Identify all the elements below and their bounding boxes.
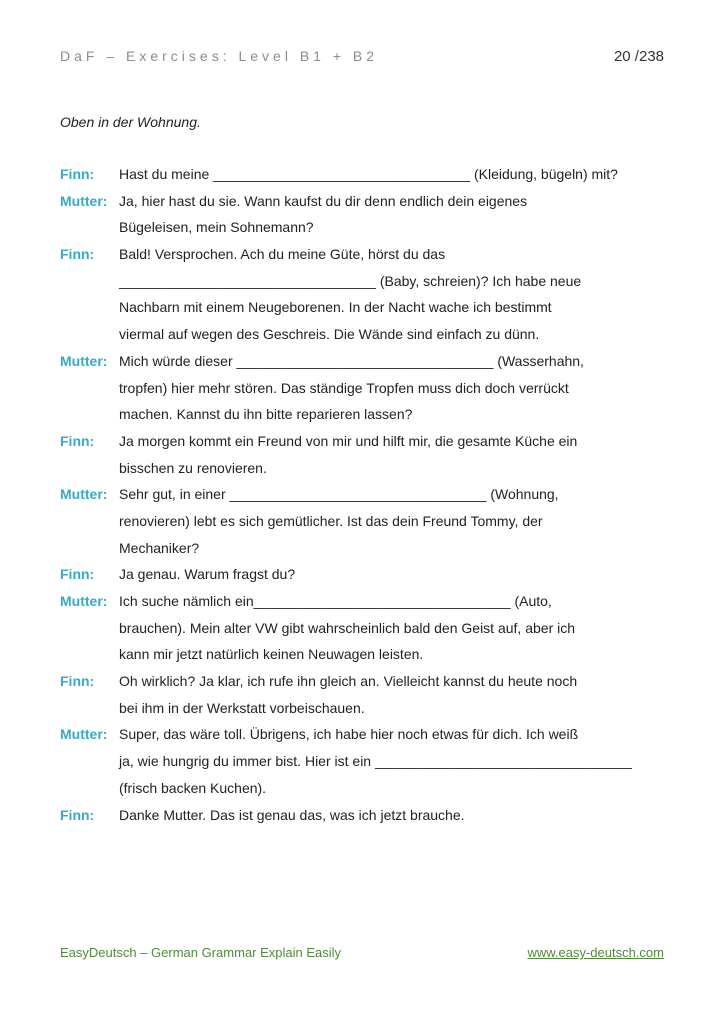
speaker-label: Finn:	[60, 166, 95, 182]
dialogue-text	[119, 348, 670, 428]
dialogue-text	[119, 561, 670, 588]
speaker-label: Mutter:	[60, 192, 108, 209]
dialogue-line: Super, das wäre toll. Übrigens, ich habe hier noch etwas für dich. Ich weiß	[119, 726, 579, 743]
section-title: Oben in der Wohnung.	[60, 114, 201, 130]
dialogue-line: bei ihm in der Werkstatt vorbeischauen.	[119, 699, 365, 716]
dialogue-text	[119, 481, 670, 561]
dialogue-text	[119, 161, 670, 188]
footer-brand: EasyDeutsch – German Grammar Explain Easily	[60, 945, 342, 960]
dialogue	[60, 161, 670, 828]
dialogue-line: brauchen). Mein alter VW gibt wahrscheinlich bald den Geist auf, aber ich	[119, 619, 576, 636]
dialogue-entry	[60, 428, 670, 481]
dialogue-line: _________________________________ (Baby, schreien)? Ich habe neue	[119, 272, 582, 289]
dialogue-entry	[60, 481, 670, 561]
dialogue-entry	[60, 668, 670, 721]
dialogue-text	[119, 428, 670, 481]
dialogue-entry	[60, 348, 670, 428]
dialogue-entry	[60, 188, 670, 241]
speaker-label: Mutter:	[60, 352, 108, 369]
dialogue-line: Mich würde dieser _________________________________ (Wasserhahn,	[119, 352, 584, 369]
dialogue-entry	[60, 802, 670, 829]
dialogue-text	[119, 721, 670, 801]
dialogue-line: Hast du meine _________________________________ (Kleidung, bügeln) mit?	[119, 166, 618, 182]
dialogue-line: tropfen) hier mehr stören. Das ständige Tropfen muss dich doch verrückt	[119, 379, 569, 396]
page-header	[60, 48, 664, 70]
header-title: DaF – Exercises: Level B1 + B2	[60, 48, 379, 64]
dialogue-line: ja, wie hungrig du immer bist. Hier ist ein _________________________________	[119, 753, 632, 770]
speaker-label: Mutter:	[60, 726, 108, 743]
dialogue-line: (frisch backen Kuchen).	[119, 779, 267, 796]
speaker-label: Mutter:	[60, 593, 108, 610]
dialogue-line: Danke Mutter. Das ist genau das, was ich jetzt brauche.	[119, 806, 465, 823]
dialogue-line: Nachbarn mit einem Neugeborenen. In der Nacht wache ich bestimmt	[119, 299, 552, 316]
speaker-label: Finn:	[60, 673, 95, 690]
dialogue-text	[119, 588, 670, 668]
speaker-label: Finn:	[60, 246, 95, 263]
dialogue-line: viermal auf wegen des Geschreis. Die Wände sind einfach zu dünn.	[119, 326, 540, 343]
dialogue-line: Ja, hier hast du sie. Wann kaufst du dir denn endlich dein eigenes	[119, 192, 528, 209]
dialogue-line: kann mir jetzt natürlich keinen Neuwagen leisten.	[119, 646, 424, 663]
speaker-label: Finn:	[60, 432, 95, 449]
speaker-label: Finn:	[60, 806, 95, 823]
dialogue-text	[119, 188, 670, 241]
dialogue-entry	[60, 588, 670, 668]
dialogue-line: Sehr gut, in einer _________________________________ (Wohnung,	[119, 486, 559, 503]
dialogue-line: Bügeleisen, mein Sohnemann?	[119, 219, 314, 236]
dialogue-entry	[60, 161, 670, 188]
dialogue-entry	[60, 721, 670, 801]
page-footer	[60, 945, 664, 965]
dialogue-line: Bald! Versprochen. Ach du meine Güte, hörst du das	[119, 246, 446, 263]
dialogue-text	[119, 802, 670, 829]
footer-link[interactable]: www.easy-deutsch.com	[527, 945, 664, 960]
dialogue-line: Ich suche nämlich ein_________________________________ (Auto,	[119, 593, 552, 610]
dialogue-entry	[60, 241, 670, 348]
dialogue-text	[119, 668, 670, 721]
page-number: 20 /238	[613, 48, 664, 65]
dialogue-line: Ja genau. Warum fragst du?	[119, 566, 296, 583]
speaker-label: Mutter:	[60, 486, 108, 503]
dialogue-line: bisschen zu renovieren.	[119, 459, 267, 476]
speaker-label: Finn:	[60, 566, 95, 583]
dialogue-line: machen. Kannst du ihn bitte reparieren lassen?	[119, 406, 413, 423]
dialogue-entry	[60, 561, 670, 588]
dialogue-line: Ja morgen kommt ein Freund von mir und hilft mir, die gesamte Küche ein	[119, 432, 578, 449]
dialogue-line: Oh wirklich? Ja klar, ich rufe ihn gleich an. Vielleicht kannst du heute noch	[119, 673, 578, 690]
dialogue-line: Mechaniker?	[119, 539, 200, 556]
dialogue-line: renovieren) lebt es sich gemütlicher. Ist das dein Freund Tommy, der	[119, 512, 543, 529]
dialogue-text	[119, 241, 670, 348]
